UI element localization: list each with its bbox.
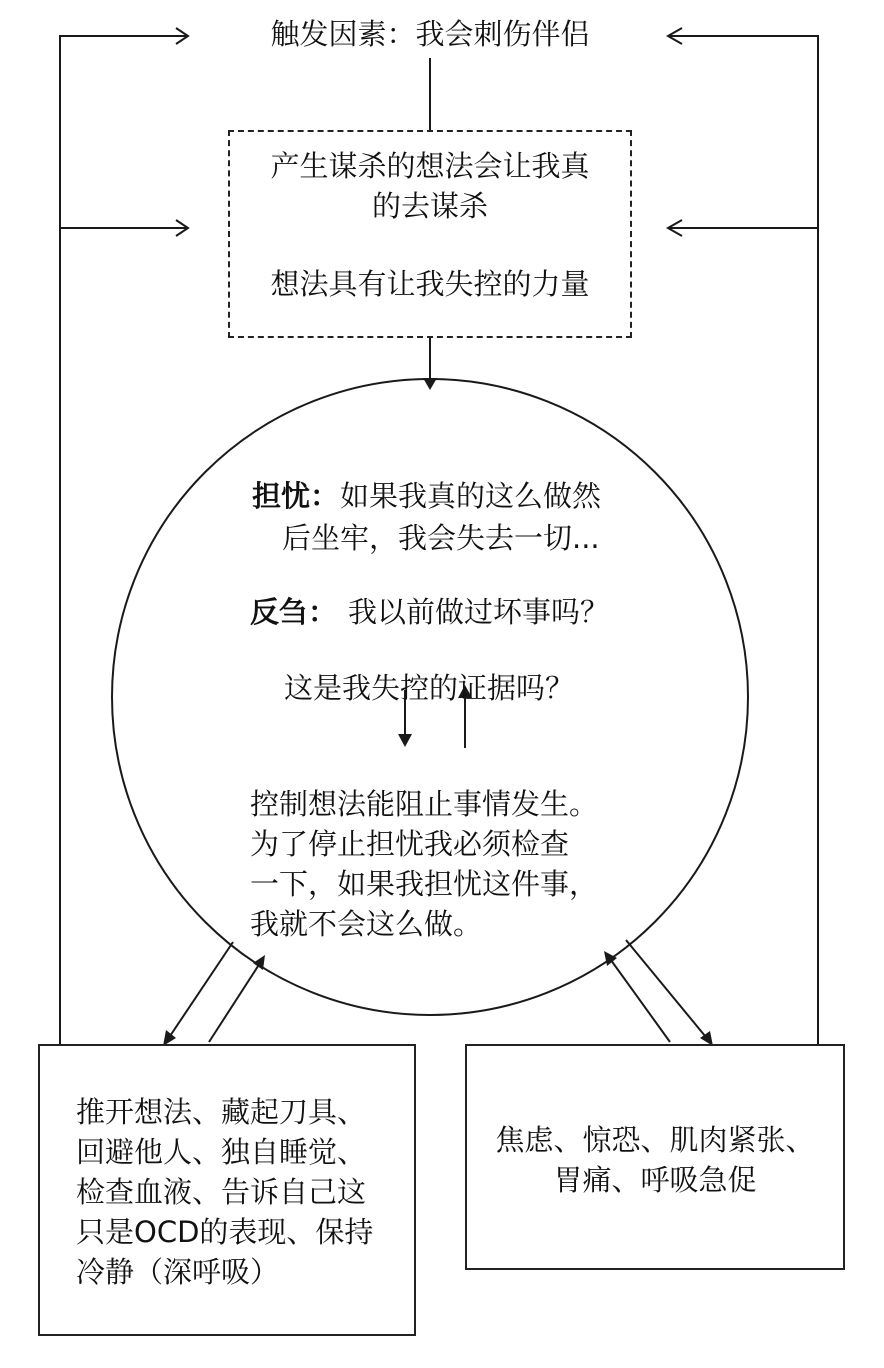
belief-line-3: 想法具有让我失控的力量 — [270, 267, 590, 301]
symptom-line-2: 胃痛、呼吸急促 — [553, 1163, 757, 1197]
belief-to-circle-arrowhead — [423, 378, 437, 390]
control-line-3: 一下，如果我担忧这件事， — [250, 867, 599, 901]
control-line-2: 为了停止担忧我必须检查 — [250, 827, 570, 861]
safety-to-circle-line — [209, 960, 262, 1042]
symptom-line-1: 焦虑、惊恐、肌肉紧张、 — [495, 1123, 815, 1157]
worry-label: 担忧： — [252, 479, 340, 513]
control-line-4: 我就不会这么做。 — [250, 907, 483, 941]
internal-down-arrowhead — [398, 734, 412, 747]
symptom-to-circle-line — [608, 956, 670, 1042]
control-line-1: 控制想法能阻止事情发生。 — [250, 787, 599, 821]
belief-line-2: 的去谋杀 — [371, 189, 488, 223]
safety-line-5: 冷静（深呼吸） — [76, 1255, 280, 1289]
physical-symptoms-box — [465, 1044, 845, 1270]
belief-box — [228, 130, 632, 338]
safety-line-4: 只是OCD的表现、保持 — [76, 1215, 374, 1249]
safety-behaviors-box — [38, 1044, 416, 1336]
control-belief-text — [250, 784, 598, 944]
circle-to-safety-line — [166, 942, 233, 1042]
right-feedback-line — [670, 36, 818, 1044]
rumination-text-line-2: 这是我失控的证据吗？ — [284, 671, 575, 705]
left-feedback-line — [60, 36, 186, 1044]
worry-text-line-2: 后坐牢，我会失去一切... — [282, 521, 600, 555]
safety-up-arrowhead — [253, 955, 265, 970]
circle-to-symptom-line — [626, 940, 710, 1042]
rumination-label: 反刍： — [250, 595, 338, 629]
safety-line-1: 推开想法、藏起刀具、 — [76, 1095, 367, 1129]
trigger-text: 触发因素：我会刺伤伴侣 — [270, 17, 590, 51]
symptom-up-arrowhead — [604, 951, 617, 966]
rumination-text-line-1: 我以前做过坏事吗？ — [348, 595, 610, 629]
belief-line-1: 产生谋杀的想法会让我真 — [270, 149, 590, 183]
safety-line-2: 回避他人、独自睡觉、 — [76, 1135, 367, 1169]
worry-text-line-1: 如果我真的这么做然 — [340, 479, 602, 513]
safety-line-3: 检查血液、告诉自己这 — [76, 1175, 367, 1209]
